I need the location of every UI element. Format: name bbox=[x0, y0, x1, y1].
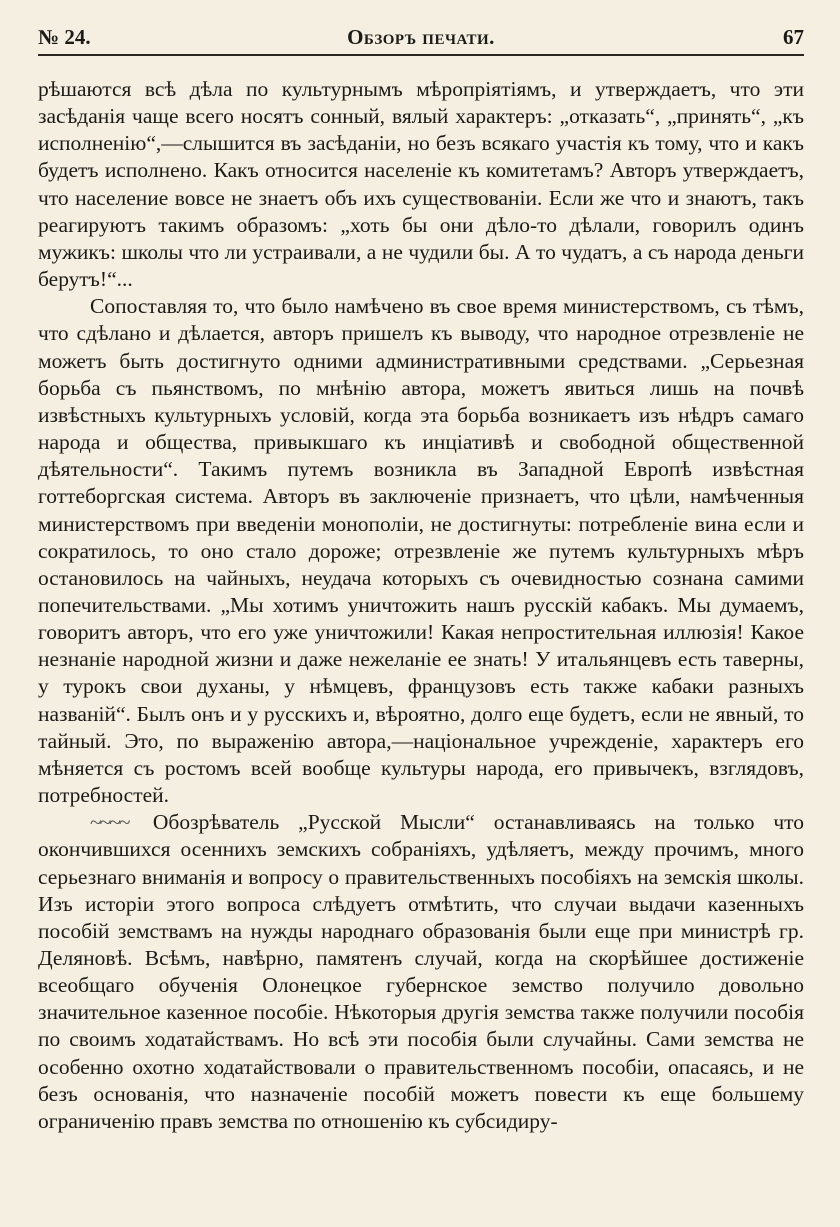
section-title: Обзоръ печати. bbox=[347, 25, 495, 49]
page-number: 67 bbox=[783, 25, 804, 49]
paragraph bbox=[38, 76, 804, 293]
paragraph-lead-ornament: ~~~~ bbox=[90, 810, 129, 835]
paragraph-text: Обозрѣватель „Русской Мысли“ останавливаясь на только что окончившихся осеннихъ земскихъ собраніяхъ, удѣляетъ, между прочимъ, много серьезнаго вниманія и вопросу о правительственныхъ пособіяхъ на земскія школы. Изъ исторіи этого вопроса слѣдуетъ отмѣтить, что случаи выдачи казенныхъ пособій земствамъ на нужды народнаго образованія были еще при министрѣ гр. Деляновѣ. Всѣмъ, навѣрно, памятенъ случай, когда на скорѣйшее достиженіе всеобщаго обученія Олонецкое губернское земство получило довольно значительное казенное пособіе. Нѣкоторыя другія земства также получили пособія по своимъ ходатайствамъ. Но всѣ эти пособія были случайны. Сами земства не особенно охотно ходатайствовали о правительственномъ пособіи, опасаясь, и не безъ основанія, что назначеніе пособій можетъ повести къ еще большему ограниченію правъ земства по отношенію къ субсидиру- bbox=[38, 810, 805, 1133]
header-rule bbox=[38, 54, 804, 56]
paragraph bbox=[38, 809, 804, 1135]
paragraph bbox=[38, 293, 804, 809]
issue-number: № 24. bbox=[38, 25, 91, 49]
paragraph-text: Сопоставляя то, что было намѣчено въ свое время министерствомъ, съ тѣмъ, что сдѣлано и дѣлается, авторъ пришелъ къ выводу, что народное отрезвленіе не можетъ быть достигнуто одними административными средствами. „Серьезная борьба съ пьянствомъ, по мнѣнію автора, можетъ явиться лишь на почвѣ извѣстныхъ культурныхъ условій, когда эта борьба возникаетъ изъ нѣдръ самаго народа и общества, привыкшаго къ инціативѣ и свободной общественной дѣятельности“. Такимъ путемъ возникла въ Западной Европѣ извѣстная готтеборгская система. Авторъ въ заключеніе признаетъ, что цѣли, намѣченныя министерствомъ при введеніи монополіи, не достигнуты: потребленіе вина если и сократилось, то оно стало дороже; отрезвленіе же путемъ культурныхъ мѣръ остановилось на чайныхъ, неудача которыхъ съ очевидностью сознана самими попечительствами. „Мы хотимъ уничтожить нашъ русскій кабакъ. Мы думаемъ, говоритъ авторъ, что его уже уничтожили! Какая непростительная иллюзія! Какое незнаніе народной жизни и даже нежеланіе ее знать! У итальянцевъ есть таверны, у турокъ свои духаны, у нѣмцевъ, французовъ есть также кабаки разныхъ названій“. Былъ онъ и у русскихъ и, вѣроятно, долго еще будетъ, если не явный, то тайный. Это, по выраженію автора,—національное учрежденіе, характеръ его мѣняется съ ростомъ всей вообще культуры народа, его привычекъ, взглядовъ, потребностей. bbox=[38, 294, 804, 808]
running-head bbox=[38, 22, 804, 52]
article-body bbox=[38, 76, 804, 1135]
paragraph-text: рѣшаются всѣ дѣла по культурнымъ мѣропріятіямъ, и утверждаетъ, что эти засѣданія чаще всего носятъ сонный, вялый характеръ: „отказать“, „принять“, „къ исполненію“,—слышится въ засѣданіи, но безъ всякаго участія къ тому, что и какъ будетъ исполнено. Какъ относится населеніе къ комитетамъ? Авторъ утверждаетъ, что население вовсе не знаетъ объ ихъ существованіи. Если же что и знаютъ, такъ реагируютъ такимъ образомъ: „хоть бы они дѣло-то дѣлали, говорилъ одинъ мужикъ: школы что ли устраивали, а не чудили бы. А то чудатъ, а съ народа деньги берутъ!“... bbox=[38, 77, 804, 292]
